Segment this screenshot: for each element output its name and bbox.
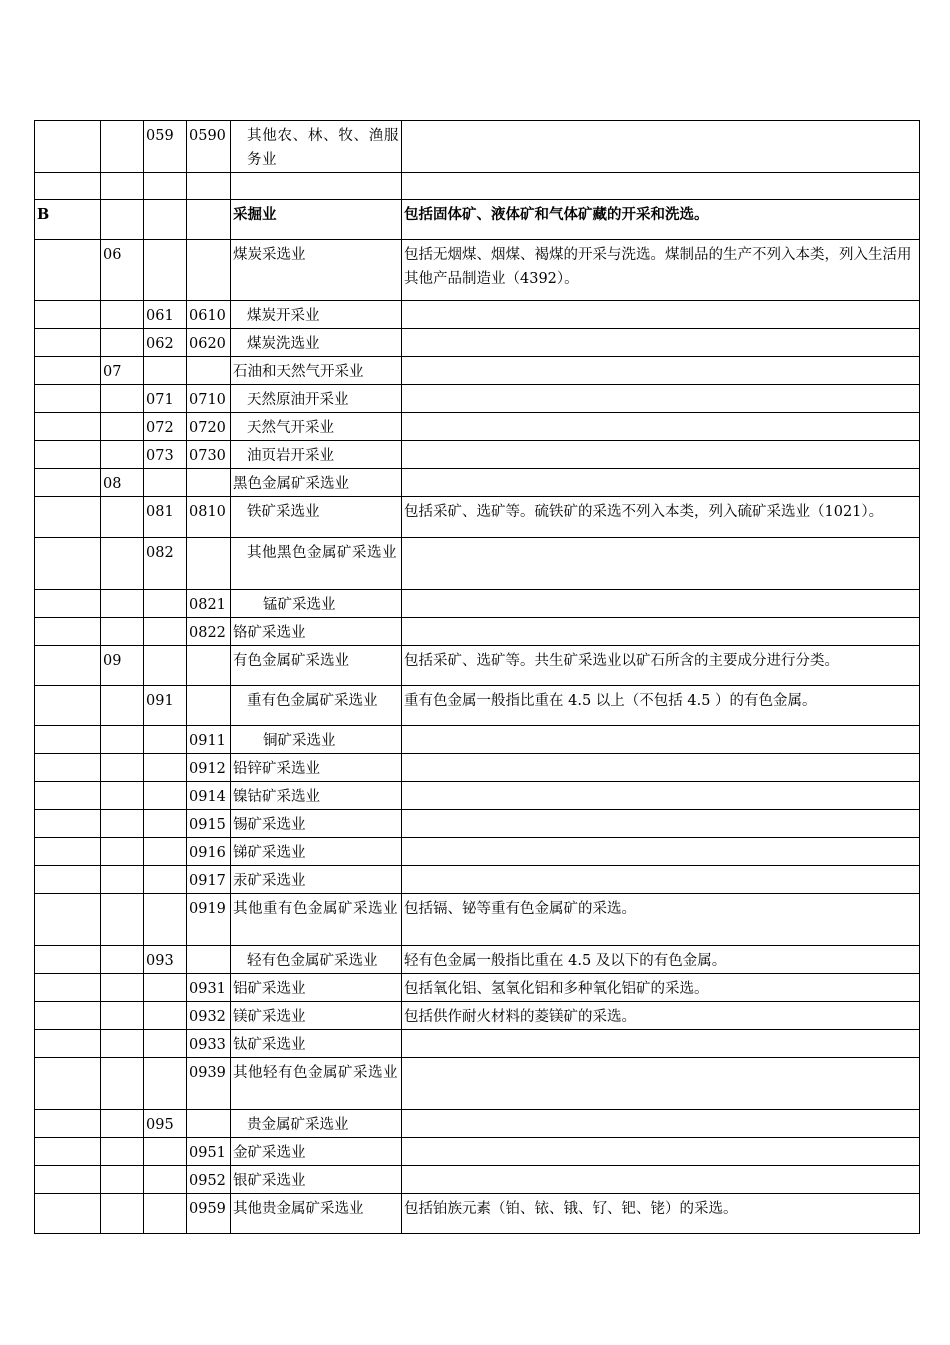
table-row — [35, 946, 920, 974]
industry-name-cell: 其他农、林、牧、渔服务业 — [231, 121, 402, 173]
industry-name-cell: 铅锌矿采选业 — [231, 754, 402, 782]
division-code-cell — [101, 200, 144, 240]
group-code-cell — [144, 1166, 187, 1194]
group-code-cell — [144, 646, 187, 686]
description-cell — [402, 121, 920, 173]
group-code-cell — [144, 1002, 187, 1030]
group-code-cell — [144, 838, 187, 866]
description-cell: 重有色金属一般指比重在 4.5 以上（不包括 4.5 ）的有色金属。 — [402, 686, 920, 726]
section-letter-cell — [35, 1138, 101, 1166]
division-code-cell — [101, 946, 144, 974]
class-code-cell: 0911 — [187, 726, 231, 754]
description-cell — [402, 357, 920, 385]
table-row — [35, 200, 920, 240]
table-row — [35, 590, 920, 618]
description-cell — [402, 173, 920, 200]
division-code-cell — [101, 1110, 144, 1138]
industry-name-cell: 铬矿采选业 — [231, 618, 402, 646]
class-code-cell: 0720 — [187, 413, 231, 441]
description-cell — [402, 301, 920, 329]
group-code-cell: 059 — [144, 121, 187, 173]
industry-name-cell: 其他黑色金属矿采选业 — [231, 538, 402, 590]
class-code-cell: 0914 — [187, 782, 231, 810]
table-row — [35, 1058, 920, 1110]
class-code-cell: 0590 — [187, 121, 231, 173]
table-row — [35, 894, 920, 946]
division-code-cell — [101, 1166, 144, 1194]
description-cell: 轻有色金属一般指比重在 4.5 及以下的有色金属。 — [402, 946, 920, 974]
class-code-cell — [187, 946, 231, 974]
group-code-cell: 062 — [144, 329, 187, 357]
industry-name-cell: 石油和天然气开采业 — [231, 357, 402, 385]
section-letter-cell — [35, 357, 101, 385]
class-code-cell: 0952 — [187, 1166, 231, 1194]
division-code-cell: 08 — [101, 469, 144, 497]
group-code-cell: 082 — [144, 538, 187, 590]
division-code-cell — [101, 754, 144, 782]
class-code-cell — [187, 173, 231, 200]
class-code-cell — [187, 200, 231, 240]
table-row — [35, 866, 920, 894]
class-code-cell: 0917 — [187, 866, 231, 894]
table-row — [35, 1110, 920, 1138]
class-code-cell — [187, 686, 231, 726]
division-code-cell — [101, 413, 144, 441]
class-code-cell: 0915 — [187, 810, 231, 838]
division-code-cell — [101, 726, 144, 754]
group-code-cell — [144, 173, 187, 200]
group-code-cell — [144, 469, 187, 497]
description-cell — [402, 329, 920, 357]
industry-name-cell: 汞矿采选业 — [231, 866, 402, 894]
class-code-cell — [187, 1110, 231, 1138]
section-letter-cell — [35, 1002, 101, 1030]
division-code-cell — [101, 538, 144, 590]
group-code-cell — [144, 1138, 187, 1166]
class-code-cell: 0822 — [187, 618, 231, 646]
industry-name-cell: 镁矿采选业 — [231, 1002, 402, 1030]
description-cell — [402, 590, 920, 618]
section-letter-cell — [35, 1110, 101, 1138]
description-cell — [402, 838, 920, 866]
group-code-cell: 095 — [144, 1110, 187, 1138]
section-letter-cell — [35, 618, 101, 646]
description-cell: 包括无烟煤、烟煤、褐煤的开采与洗选。煤制品的生产不列入本类，列入生活用其他产品制造业（4392）。 — [402, 240, 920, 301]
table-row — [35, 329, 920, 357]
group-code-cell — [144, 240, 187, 301]
group-code-cell: 093 — [144, 946, 187, 974]
section-letter-cell — [35, 329, 101, 357]
class-code-cell: 0620 — [187, 329, 231, 357]
table-row — [35, 413, 920, 441]
section-letter-cell — [35, 946, 101, 974]
section-letter-cell — [35, 469, 101, 497]
division-code-cell — [101, 618, 144, 646]
group-code-cell — [144, 590, 187, 618]
description-cell — [402, 810, 920, 838]
description-cell — [402, 385, 920, 413]
division-code-cell — [101, 838, 144, 866]
table-row — [35, 1138, 920, 1166]
industry-name-cell: 有色金属矿采选业 — [231, 646, 402, 686]
description-cell: 包括氧化铝、氢氧化铝和多种氧化铝矿的采选。 — [402, 974, 920, 1002]
description-cell: 包括供作耐火材料的菱镁矿的采选。 — [402, 1002, 920, 1030]
table-row — [35, 754, 920, 782]
class-code-cell: 0933 — [187, 1030, 231, 1058]
class-code-cell: 0730 — [187, 441, 231, 469]
industry-name-cell: 煤炭采选业 — [231, 240, 402, 301]
table-row — [35, 726, 920, 754]
class-code-cell: 0959 — [187, 1194, 231, 1234]
class-code-cell: 0939 — [187, 1058, 231, 1110]
table-row — [35, 810, 920, 838]
description-cell — [402, 1166, 920, 1194]
table-row — [35, 1030, 920, 1058]
division-code-cell — [101, 782, 144, 810]
table-row — [35, 838, 920, 866]
industry-name-cell: 锰矿采选业 — [231, 590, 402, 618]
section-letter-cell — [35, 413, 101, 441]
table-row — [35, 357, 920, 385]
division-code-cell — [101, 1030, 144, 1058]
industry-name-cell: 贵金属矿采选业 — [231, 1110, 402, 1138]
table-row — [35, 1002, 920, 1030]
group-code-cell: 081 — [144, 497, 187, 538]
description-cell — [402, 469, 920, 497]
description-cell — [402, 538, 920, 590]
description-cell — [402, 1110, 920, 1138]
industry-name-cell: 煤炭洗选业 — [231, 329, 402, 357]
table-row — [35, 240, 920, 301]
division-code-cell — [101, 441, 144, 469]
section-letter-cell — [35, 121, 101, 173]
group-code-cell — [144, 726, 187, 754]
group-code-cell — [144, 200, 187, 240]
industry-name-cell: 其他贵金属矿采选业 — [231, 1194, 402, 1234]
group-code-cell: 073 — [144, 441, 187, 469]
description-cell — [402, 866, 920, 894]
section-letter-cell — [35, 894, 101, 946]
section-letter-cell — [35, 754, 101, 782]
group-code-cell — [144, 974, 187, 1002]
section-letter-cell — [35, 240, 101, 301]
group-code-cell — [144, 866, 187, 894]
table-row — [35, 538, 920, 590]
division-code-cell — [101, 385, 144, 413]
industry-name-cell: 锑矿采选业 — [231, 838, 402, 866]
class-code-cell: 0710 — [187, 385, 231, 413]
section-letter-cell — [35, 646, 101, 686]
section-letter-cell — [35, 590, 101, 618]
description-cell: 包括采矿、选矿等。硫铁矿的采选不列入本类，列入硫矿采选业（1021）。 — [402, 497, 920, 538]
industry-name-cell: 金矿采选业 — [231, 1138, 402, 1166]
division-code-cell — [101, 974, 144, 1002]
table-row — [35, 385, 920, 413]
section-letter-cell — [35, 385, 101, 413]
class-code-cell — [187, 646, 231, 686]
description-cell — [402, 413, 920, 441]
class-code-cell: 0610 — [187, 301, 231, 329]
industry-name-cell: 天然原油开采业 — [231, 385, 402, 413]
section-letter-cell — [35, 497, 101, 538]
section-letter-cell — [35, 686, 101, 726]
description-cell — [402, 1058, 920, 1110]
industry-name-cell: 天然气开采业 — [231, 413, 402, 441]
division-code-cell — [101, 301, 144, 329]
table-row — [35, 469, 920, 497]
industry-name-cell: 镍钴矿采选业 — [231, 782, 402, 810]
section-letter-cell — [35, 838, 101, 866]
group-code-cell — [144, 810, 187, 838]
group-code-cell — [144, 754, 187, 782]
division-code-cell — [101, 1138, 144, 1166]
table-row — [35, 441, 920, 469]
division-code-cell — [101, 866, 144, 894]
section-letter-cell — [35, 1194, 101, 1234]
division-code-cell: 07 — [101, 357, 144, 385]
group-code-cell: 071 — [144, 385, 187, 413]
division-code-cell: 09 — [101, 646, 144, 686]
table-row — [35, 686, 920, 726]
division-code-cell — [101, 590, 144, 618]
description-cell — [402, 1138, 920, 1166]
group-code-cell — [144, 1058, 187, 1110]
class-code-cell — [187, 357, 231, 385]
section-letter-cell — [35, 1166, 101, 1194]
industry-name-cell: 轻有色金属矿采选业 — [231, 946, 402, 974]
industry-name-cell: 钛矿采选业 — [231, 1030, 402, 1058]
description-cell — [402, 782, 920, 810]
class-code-cell: 0912 — [187, 754, 231, 782]
industry-name-cell — [231, 173, 402, 200]
table-row — [35, 1194, 920, 1234]
class-code-cell: 0919 — [187, 894, 231, 946]
table-row — [35, 1166, 920, 1194]
industry-name-cell: 重有色金属矿采选业 — [231, 686, 402, 726]
division-code-cell — [101, 1002, 144, 1030]
industry-classification-table — [34, 120, 920, 1234]
table-row — [35, 173, 920, 200]
group-code-cell — [144, 618, 187, 646]
table-row — [35, 618, 920, 646]
description-cell: 包括铂族元素（铂、铱、锇、钌、钯、铑）的采选。 — [402, 1194, 920, 1234]
class-code-cell — [187, 240, 231, 301]
description-cell — [402, 754, 920, 782]
table-row — [35, 782, 920, 810]
group-code-cell — [144, 357, 187, 385]
industry-name-cell: 黑色金属矿采选业 — [231, 469, 402, 497]
division-code-cell — [101, 173, 144, 200]
group-code-cell: 091 — [144, 686, 187, 726]
division-code-cell — [101, 686, 144, 726]
industry-name-cell: 其他轻有色金属矿采选业 — [231, 1058, 402, 1110]
section-letter-cell — [35, 173, 101, 200]
class-code-cell: 0931 — [187, 974, 231, 1002]
group-code-cell — [144, 1030, 187, 1058]
industry-name-cell: 其他重有色金属矿采选业 — [231, 894, 402, 946]
table-row — [35, 301, 920, 329]
section-letter-cell — [35, 782, 101, 810]
description-cell: 包括镉、铋等重有色金属矿的采选。 — [402, 894, 920, 946]
division-code-cell — [101, 497, 144, 538]
group-code-cell: 061 — [144, 301, 187, 329]
description-cell — [402, 1030, 920, 1058]
group-code-cell: 072 — [144, 413, 187, 441]
industry-name-cell: 铜矿采选业 — [231, 726, 402, 754]
division-code-cell: 06 — [101, 240, 144, 301]
section-letter-cell — [35, 301, 101, 329]
class-code-cell — [187, 469, 231, 497]
description-cell: 包括固体矿、液体矿和气体矿藏的开采和洗选。 — [402, 200, 920, 240]
description-cell — [402, 441, 920, 469]
description-cell — [402, 618, 920, 646]
section-letter-cell — [35, 866, 101, 894]
section-letter-cell — [35, 1030, 101, 1058]
industry-name-cell: 锡矿采选业 — [231, 810, 402, 838]
section-letter-cell — [35, 810, 101, 838]
group-code-cell — [144, 782, 187, 810]
table-row — [35, 646, 920, 686]
class-code-cell: 0821 — [187, 590, 231, 618]
table-row — [35, 974, 920, 1002]
class-code-cell: 0916 — [187, 838, 231, 866]
industry-name-cell: 采掘业 — [231, 200, 402, 240]
section-letter-cell — [35, 441, 101, 469]
division-code-cell — [101, 1194, 144, 1234]
division-code-cell — [101, 329, 144, 357]
class-code-cell: 0951 — [187, 1138, 231, 1166]
division-code-cell — [101, 894, 144, 946]
class-code-cell: 0810 — [187, 497, 231, 538]
division-code-cell — [101, 810, 144, 838]
section-letter-cell — [35, 726, 101, 754]
group-code-cell — [144, 894, 187, 946]
class-code-cell — [187, 538, 231, 590]
table-body — [35, 121, 920, 1234]
section-letter-cell: B — [35, 200, 101, 240]
section-letter-cell — [35, 538, 101, 590]
table-row — [35, 121, 920, 173]
section-letter-cell — [35, 974, 101, 1002]
industry-name-cell: 银矿采选业 — [231, 1166, 402, 1194]
table-row — [35, 497, 920, 538]
class-code-cell: 0932 — [187, 1002, 231, 1030]
industry-name-cell: 铝矿采选业 — [231, 974, 402, 1002]
section-letter-cell — [35, 1058, 101, 1110]
industry-name-cell: 煤炭开采业 — [231, 301, 402, 329]
industry-name-cell: 铁矿采选业 — [231, 497, 402, 538]
industry-name-cell: 油页岩开采业 — [231, 441, 402, 469]
division-code-cell — [101, 1058, 144, 1110]
division-code-cell — [101, 121, 144, 173]
description-cell — [402, 726, 920, 754]
description-cell: 包括采矿、选矿等。共生矿采选业以矿石所含的主要成分进行分类。 — [402, 646, 920, 686]
group-code-cell — [144, 1194, 187, 1234]
